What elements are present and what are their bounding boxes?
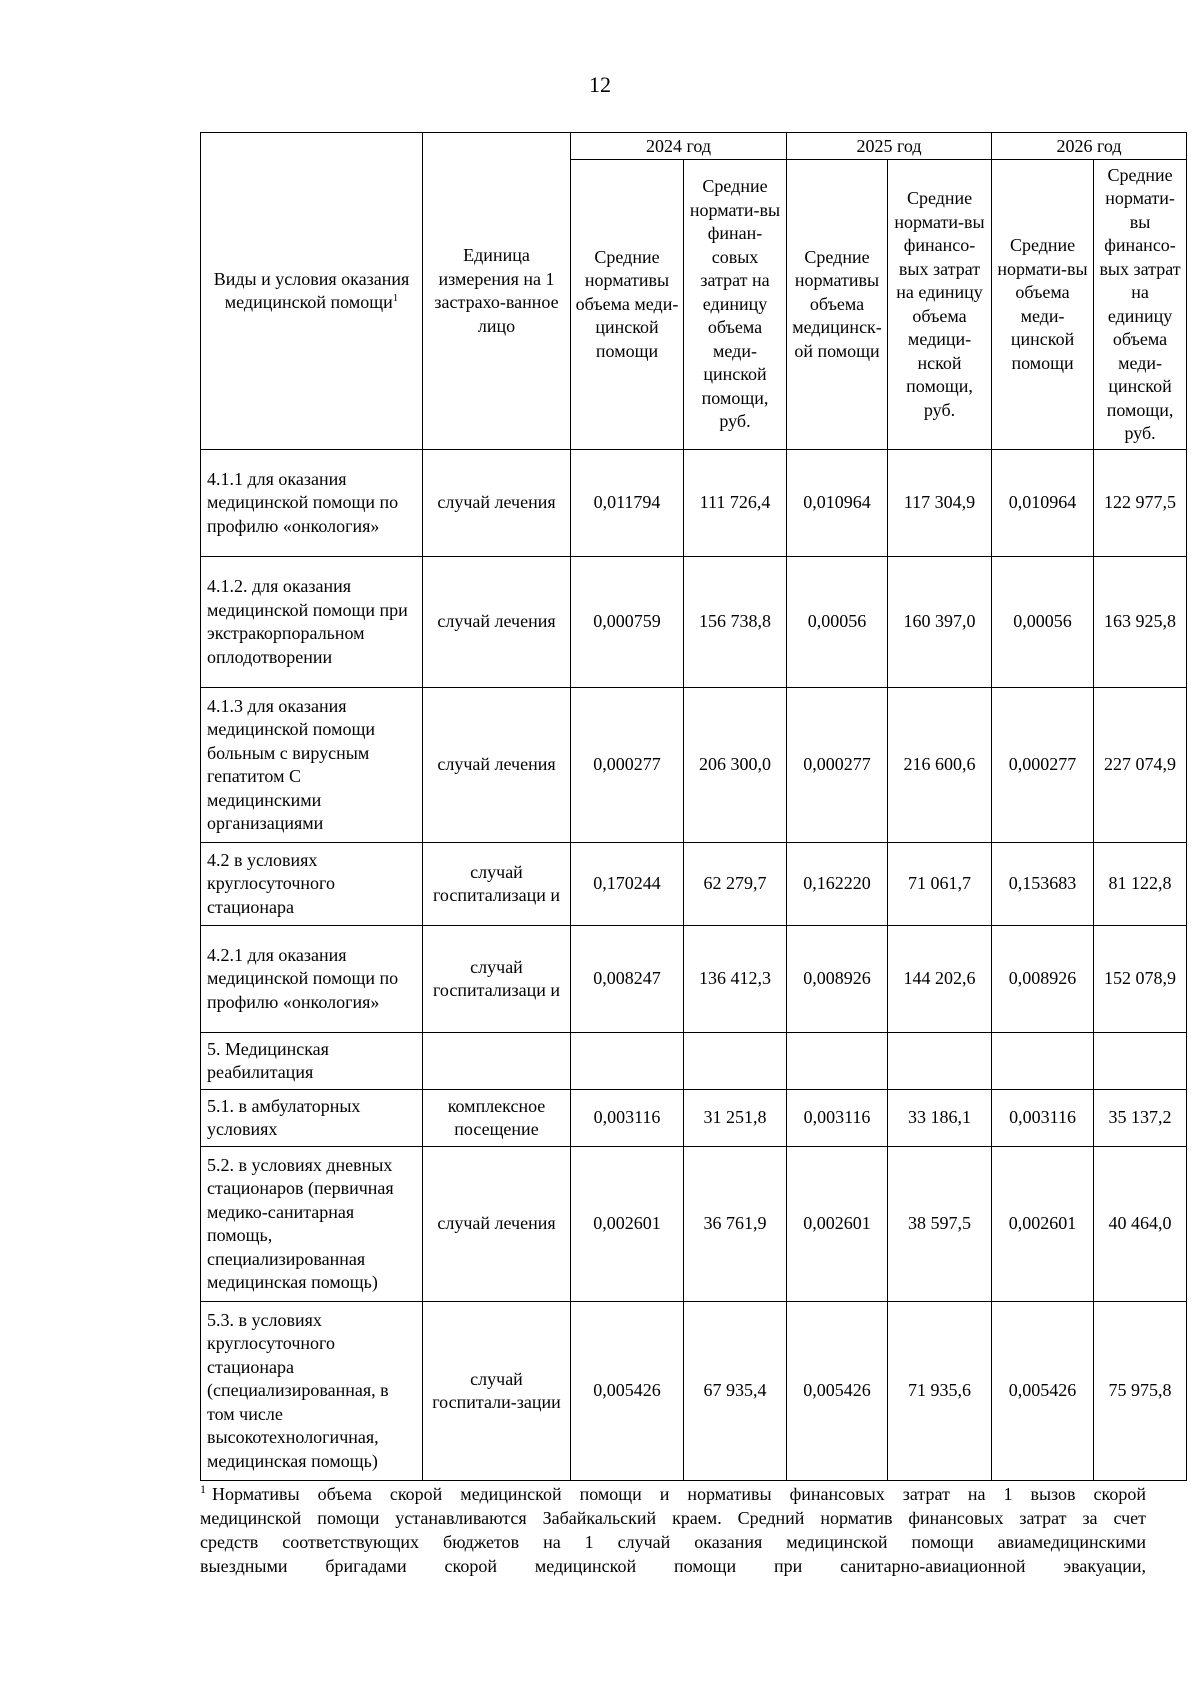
volume-2026: 0,003116 (992, 1090, 1094, 1147)
header-kind-text: Виды и условия оказания медицинской помощи (213, 268, 410, 312)
volume-2025: 0,002601 (787, 1147, 888, 1302)
table-row (201, 450, 1187, 557)
cost-2025: 71 935,6 (888, 1302, 992, 1481)
cost-2025: 117 304,9 (888, 450, 992, 557)
volume-2025: 0,003116 (787, 1090, 888, 1147)
volume-2024: 0,002601 (571, 1147, 684, 1302)
volume-2024: 0,005426 (571, 1302, 684, 1481)
cost-2024: 111 726,4 (684, 450, 787, 557)
cost-2024: 62 279,7 (684, 843, 787, 926)
volume-2025 (787, 1033, 888, 1090)
row-unit: случай лечения (423, 1147, 571, 1302)
table-row (201, 557, 1187, 688)
table-row (201, 1147, 1187, 1302)
cost-2025: 160 397,0 (888, 557, 992, 688)
row-kind: 5.3. в условиях круглосуточного стационара (специализированная, в том числе высокотехнологичная, медицинская помощь) (201, 1302, 423, 1481)
row-kind: 4.1.1 для оказания медицинской помощи по профилю «онкология» (201, 450, 423, 557)
row-unit: случай госпитали-зации (423, 1302, 571, 1481)
header-volume-2026: Средние нормати-вы объема меди-цинской помощи (992, 160, 1094, 450)
volume-2025: 0,008926 (787, 926, 888, 1033)
volume-2024: 0,000277 (571, 688, 684, 843)
table-row (201, 926, 1187, 1033)
volume-2025: 0,010964 (787, 450, 888, 557)
cost-2025: 71 061,7 (888, 843, 992, 926)
row-unit: комплексное посещение (423, 1090, 571, 1147)
row-kind: 5.1. в амбулаторных условиях (201, 1090, 423, 1147)
cost-2024: 136 412,3 (684, 926, 787, 1033)
volume-2026: 0,005426 (992, 1302, 1094, 1481)
volume-2024 (571, 1033, 684, 1090)
volume-2026: 0,153683 (992, 843, 1094, 926)
volume-2025: 0,162220 (787, 843, 888, 926)
header-cost-2024: Средние нормати-вы финан-совых затрат на единицу объема меди-цинской помощи, руб. (684, 160, 787, 450)
footnote-line: медицинской помощи устанавливаются Забайкальский краем. Средний норматив финансовых затрат за счет (200, 1508, 1146, 1528)
cost-2024: 206 300,0 (684, 688, 787, 843)
cost-2024: 36 761,9 (684, 1147, 787, 1302)
volume-2024: 0,011794 (571, 450, 684, 557)
row-kind: 4.1.3 для оказания медицинской помощи больным с вирусным гепатитом С медицинскими организациями (201, 688, 423, 843)
cost-2025 (888, 1033, 992, 1090)
cost-2026: 35 137,2 (1094, 1090, 1187, 1147)
header-kind (201, 133, 423, 450)
footnote-line (200, 1482, 1146, 1506)
volume-2026: 0,00056 (992, 557, 1094, 688)
table-row (201, 1090, 1187, 1147)
row-kind: 5. Медицинская реабилитация (201, 1033, 423, 1090)
cost-2026 (1094, 1033, 1187, 1090)
row-unit: случай госпитализаци и (423, 843, 571, 926)
cost-2025: 33 186,1 (888, 1090, 992, 1147)
volume-2025: 0,005426 (787, 1302, 888, 1481)
page-number: 12 (589, 72, 611, 97)
footnote-line: выездными бригадами скорой медицинской помощи при санитарно-авиационной эвакуации, (200, 1556, 1146, 1576)
volume-2026: 0,010964 (992, 450, 1094, 557)
cost-2024: 156 738,8 (684, 557, 787, 688)
cost-2026: 40 464,0 (1094, 1147, 1187, 1302)
volume-2024: 0,170244 (571, 843, 684, 926)
cost-2025: 144 202,6 (888, 926, 992, 1033)
cost-2026: 122 977,5 (1094, 450, 1187, 557)
cost-2026: 163 925,8 (1094, 557, 1187, 688)
table-row (201, 1033, 1187, 1090)
volume-2024: 0,008247 (571, 926, 684, 1033)
volume-2024: 0,000759 (571, 557, 684, 688)
row-kind: 4.2 в условиях круглосуточного стационара (201, 843, 423, 926)
footnote-ref: 1 (392, 292, 399, 304)
header-year-2025: 2025 год (787, 133, 992, 160)
row-kind: 4.2.1 для оказания медицинской помощи по профилю «онкология» (201, 926, 423, 1033)
cost-2026: 81 122,8 (1094, 843, 1187, 926)
cost-2024 (684, 1033, 787, 1090)
volume-2026: 0,000277 (992, 688, 1094, 843)
header-volume-2024: Средние нормативы объема меди-цинской помощи (571, 160, 684, 450)
header-year-2026: 2026 год (992, 133, 1187, 160)
header-volume-2025: Средние нормативы объема медицинск-ой помощи (787, 160, 888, 450)
table-row (201, 1302, 1187, 1481)
row-kind: 5.2. в условиях дневных стационаров (первичная медико-санитарная помощь, специализированная медицинская помощь) (201, 1147, 423, 1302)
footnote-line: средств соответствующих бюджетов на 1 случай оказания медицинской помощи авиамедицинскими (200, 1532, 1146, 1552)
header-cost-2025: Средние нормати-вы финансо-вых затрат на единицу объема медици-нской помощи, руб. (888, 160, 992, 450)
table-row (201, 688, 1187, 843)
cost-2024: 67 935,4 (684, 1302, 787, 1481)
cost-2024: 31 251,8 (684, 1090, 787, 1147)
footnote (200, 1482, 1146, 1578)
volume-2026: 0,008926 (992, 926, 1094, 1033)
cost-2025: 216 600,6 (888, 688, 992, 843)
row-unit: случай лечения (423, 450, 571, 557)
row-kind: 4.1.2. для оказания медицинской помощи при экстракорпоральном оплодотворении (201, 557, 423, 688)
volume-2026 (992, 1033, 1094, 1090)
footnote-mark: 1 (200, 1482, 206, 1496)
header-unit: Единица измерения на 1 застрахо-ванное лицо (423, 133, 571, 450)
row-unit (423, 1033, 571, 1090)
cost-2026: 227 074,9 (1094, 688, 1187, 843)
norms-table (200, 132, 1187, 1481)
cost-2026: 152 078,9 (1094, 926, 1187, 1033)
cost-2025: 38 597,5 (888, 1147, 992, 1302)
volume-2024: 0,003116 (571, 1090, 684, 1147)
volume-2025: 0,000277 (787, 688, 888, 843)
row-unit: случай госпитализаци и (423, 926, 571, 1033)
table-row (201, 843, 1187, 926)
row-unit: случай лечения (423, 688, 571, 843)
volume-2025: 0,00056 (787, 557, 888, 688)
cost-2026: 75 975,8 (1094, 1302, 1187, 1481)
header-year-2024: 2024 год (571, 133, 787, 160)
volume-2026: 0,002601 (992, 1147, 1094, 1302)
row-unit: случай лечения (423, 557, 571, 688)
footnote-line-text: Нормативы объема скорой медицинской помощи и нормативы финансовых затрат на 1 вызов скорой (212, 1484, 1146, 1504)
header-cost-2026: Средние нормати-вы финансо-вых затрат на единицу объема меди-цинской помощи, руб. (1094, 160, 1187, 450)
